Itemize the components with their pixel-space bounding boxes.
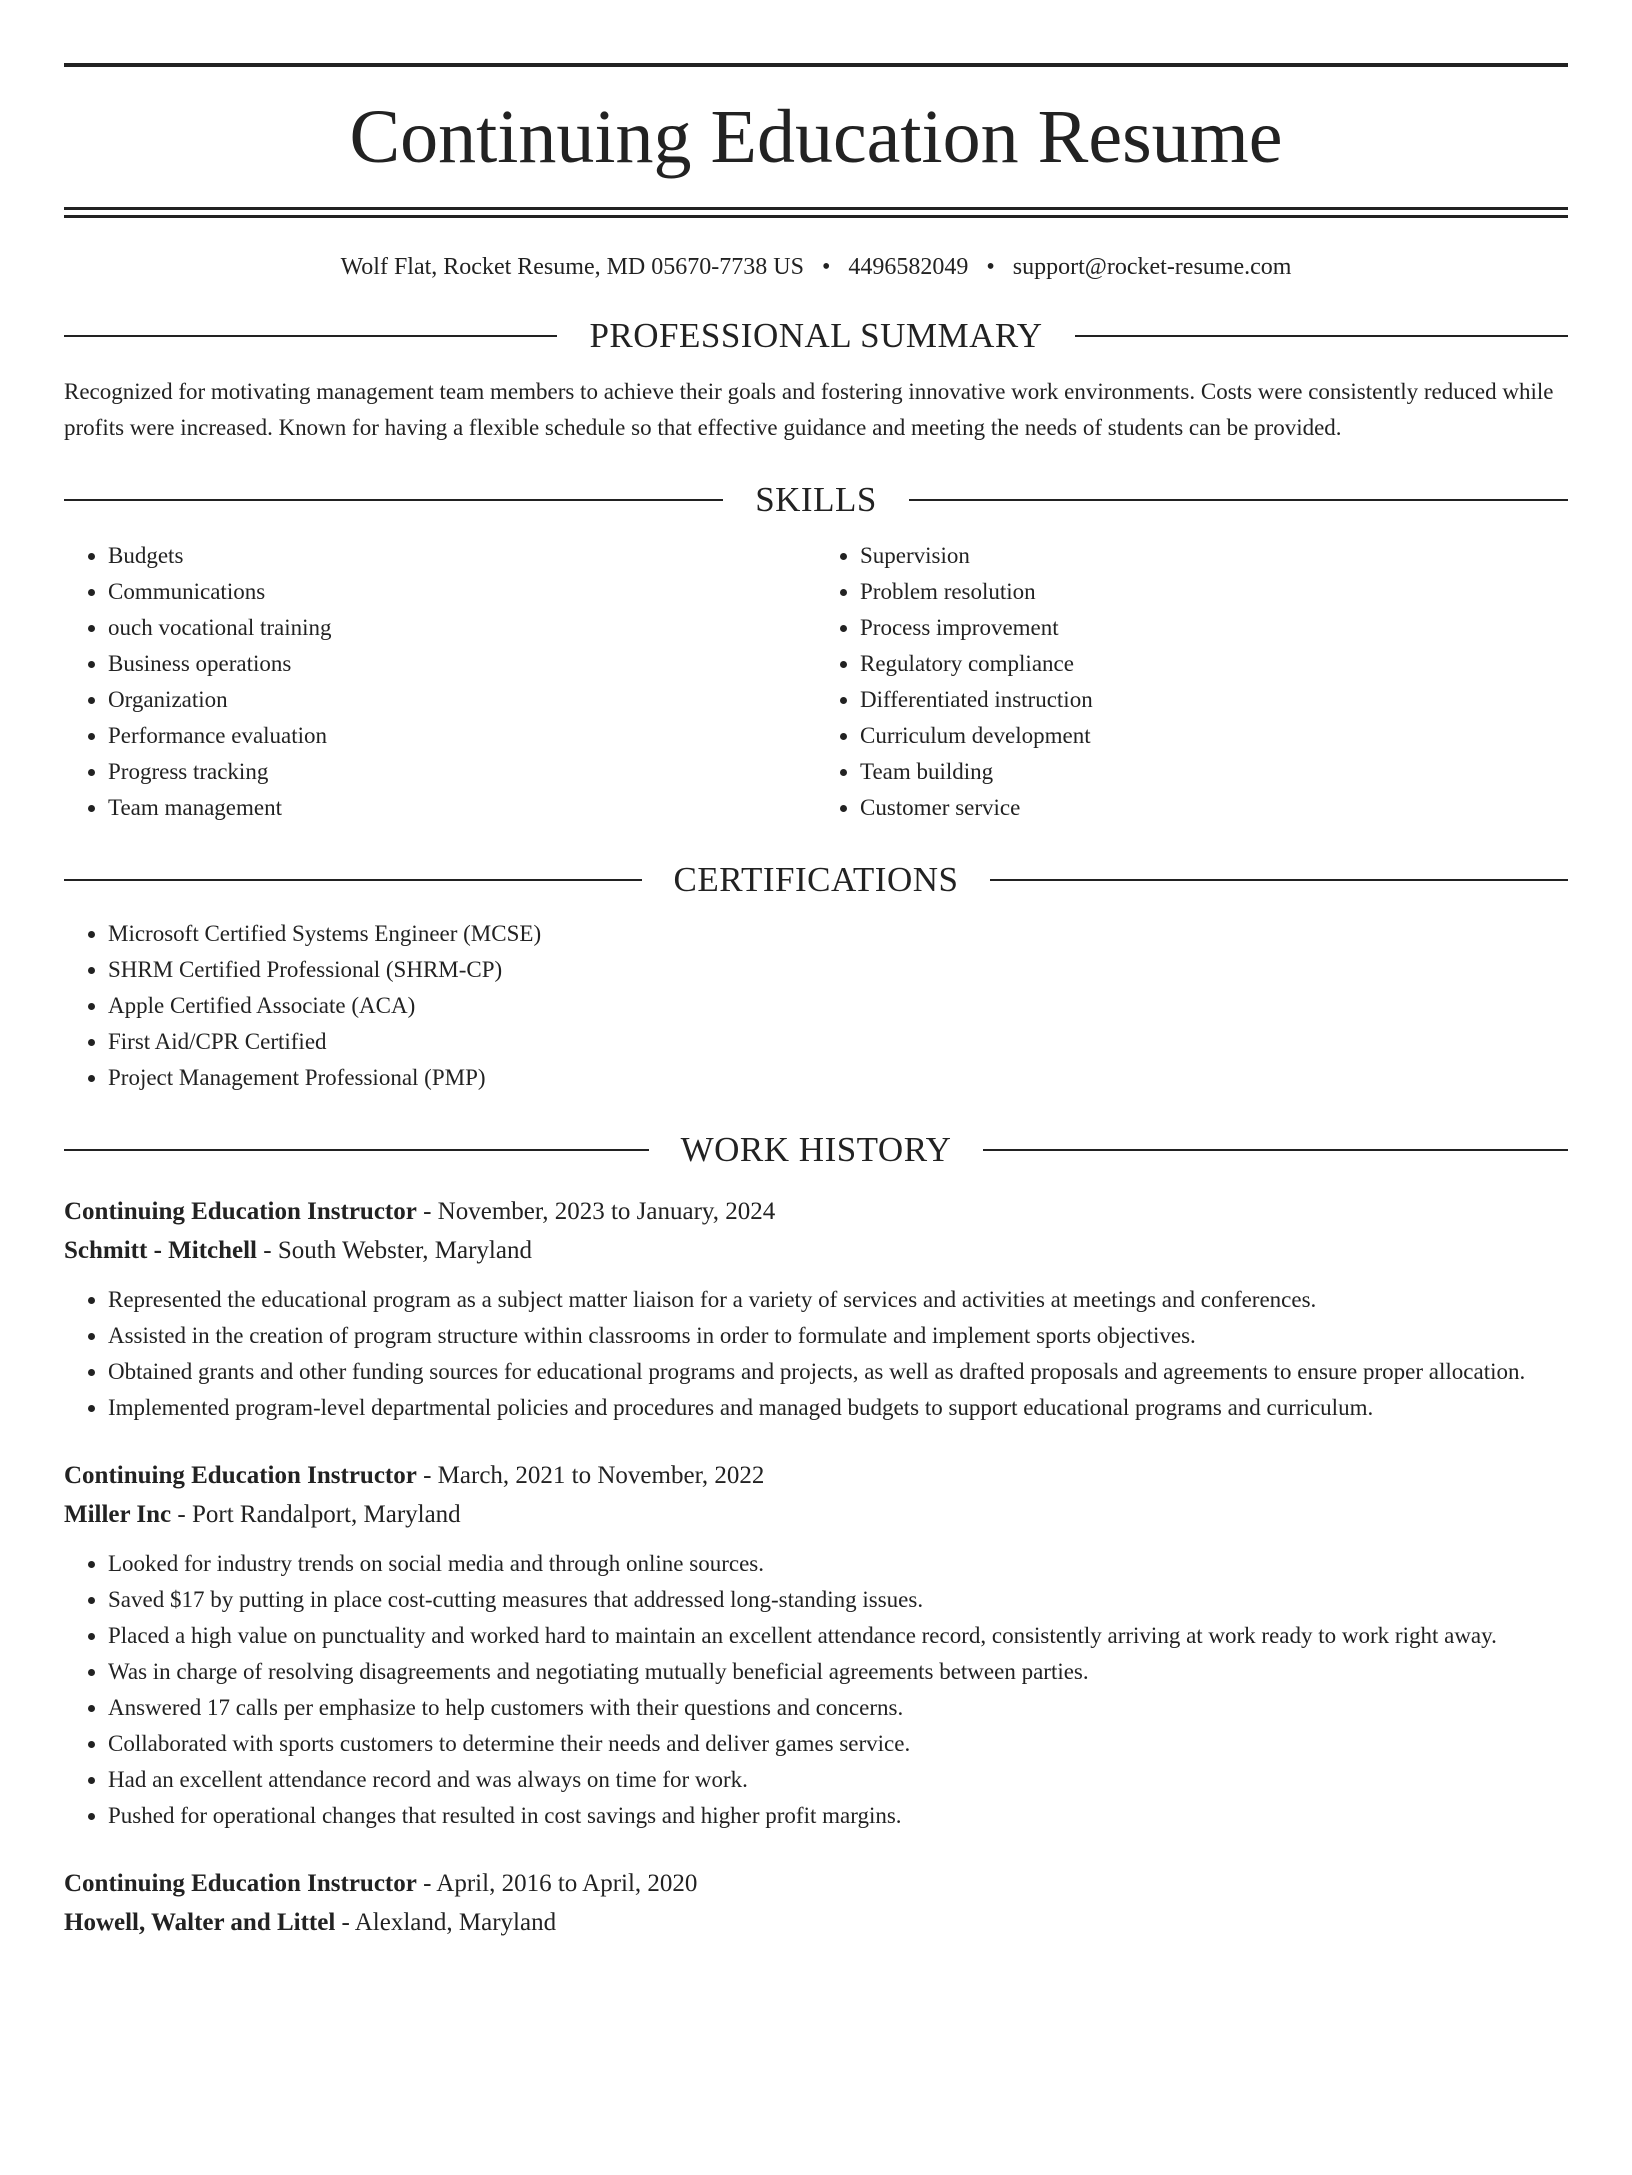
resume-page (0, 63, 1632, 2175)
skill-item: • Differentiated instruction (860, 682, 1568, 718)
skill-item: • Process improvement (860, 610, 1568, 646)
certification-item: • Apple Certified Associate (ACA) (108, 988, 1568, 1024)
job-company: Miller Inc (64, 1501, 172, 1528)
job-location: - South Webster, Maryland (257, 1237, 532, 1264)
contact-phone: 4496582049 (848, 254, 969, 280)
resume-title: Continuing Education Resume (349, 95, 1283, 179)
certification-item: • First Aid/CPR Certified (108, 1024, 1568, 1060)
job-entry (64, 1192, 1568, 1426)
job-entry (64, 1864, 1568, 1942)
summary-heading: PROFESSIONAL SUMMARY (589, 316, 1043, 355)
job-bullet: • Represented the educational program as a subject matter liaison for a variety of services and activities at meetings and conferences. (108, 1282, 1568, 1318)
job-title: Continuing Education Instructor (64, 1870, 417, 1897)
certification-item: • Microsoft Certified Systems Engineer (MCSE) (108, 916, 1568, 952)
work-history-section-header (64, 1130, 1568, 1170)
skill-item: • Communications (108, 574, 816, 610)
skill-item: • Business operations (108, 646, 816, 682)
job-bullet: • Answered 17 calls per emphasize to help customers with their questions and concerns. (108, 1690, 1568, 1726)
job-bullet: • Obtained grants and other funding sources for educational programs and projects, as well as drafted proposals and agreements to ensure proper allocation. (108, 1354, 1568, 1390)
skills-right-column (816, 538, 1568, 826)
skill-item: • Team building (860, 754, 1568, 790)
job-bullet: • Had an excellent attendance record and was always on time for work. (108, 1762, 1568, 1798)
skill-item: • Problem resolution (860, 574, 1568, 610)
job-bullet: • Placed a high value on punctuality and worked hard to maintain an excellent attendance record, consistently arriving at work ready to work right away. (108, 1618, 1568, 1654)
skills-right-list (816, 538, 1568, 826)
skill-item: • Curriculum development (860, 718, 1568, 754)
job-bullet: • Was in charge of resolving disagreements and negotiating mutually beneficial agreements between parties. (108, 1654, 1568, 1690)
job-bullet: • Saved $17 by putting in place cost-cutting measures that addressed long-standing issues. (108, 1582, 1568, 1618)
job-company-line (64, 1495, 1568, 1534)
job-title: Continuing Education Instructor (64, 1462, 417, 1489)
job-bullet: • Looked for industry trends on social media and through online sources. (108, 1546, 1568, 1582)
contact-separator: • (821, 254, 831, 280)
skills-left-column (64, 538, 816, 826)
skills-section-header (64, 480, 1568, 520)
job-company-line (64, 1231, 1568, 1270)
job-bullet: • Collaborated with sports customers to determine their needs and deliver games service. (108, 1726, 1568, 1762)
divider-line (64, 499, 723, 501)
job-dates: - April, 2016 to April, 2020 (416, 1870, 698, 1897)
contact-separator: • (986, 254, 995, 280)
job-bullet: • Implemented program-level departmental policies and procedures and managed budgets to support educational programs and curriculum. (108, 1390, 1568, 1426)
job-title: Continuing Education Instructor (64, 1198, 417, 1225)
contact-line (64, 252, 1568, 282)
skill-item: • Team management (108, 790, 816, 826)
skill-item: • Performance evaluation (108, 718, 816, 754)
skill-item: • Budgets (108, 538, 816, 574)
skill-item: • Customer service (860, 790, 1568, 826)
job-bullet: • Assisted in the creation of program structure within classrooms in order to formulate and implement sports objectives. (108, 1318, 1568, 1354)
skills-left-list (64, 538, 816, 826)
job-bullets (64, 1546, 1568, 1834)
certifications-heading: CERTIFICATIONS (673, 860, 959, 899)
divider-line (909, 499, 1568, 501)
job-bullets (64, 1282, 1568, 1426)
contact-address: Wolf Flat, Rocket Resume, MD 05670-7738 US (340, 254, 804, 280)
job-location: - Port Randalport, Maryland (171, 1501, 461, 1528)
skills-columns (64, 538, 1568, 826)
certifications-list (64, 916, 1568, 1096)
divider-line (1075, 335, 1568, 337)
skills-heading: SKILLS (755, 480, 877, 519)
divider-line (64, 335, 557, 337)
skill-item: • Organization (108, 682, 816, 718)
job-location: - Alexland, Maryland (335, 1909, 557, 1936)
job-company-line (64, 1903, 1568, 1942)
job-title-line (64, 1192, 1568, 1231)
job-dates: - March, 2021 to November, 2022 (416, 1462, 765, 1489)
divider-line (990, 879, 1568, 881)
job-company: Schmitt - Mitchell (64, 1237, 258, 1264)
skill-item: • ouch vocational training (108, 610, 816, 646)
skill-item: • Supervision (860, 538, 1568, 574)
divider-line (64, 879, 642, 881)
summary-text: Recognized for motivating management team members to achieve their goals and fostering innovative work environments. Costs were consistently reduced while profits were increased. Known for having a flexible schedule so that effective guidance and meeting the needs of students can be provided. (64, 379, 1554, 440)
job-company: Howell, Walter and Littel (64, 1909, 336, 1936)
job-title-line (64, 1864, 1568, 1903)
divider-line (64, 1149, 649, 1151)
skill-item: • Regulatory compliance (860, 646, 1568, 682)
job-dates: - November, 2023 to January, 2024 (416, 1198, 776, 1225)
certifications-section-header (64, 860, 1568, 900)
work-history-heading: WORK HISTORY (680, 1130, 952, 1169)
contact-email: support@rocket-resume.com (1012, 254, 1292, 280)
summary-section-header (64, 316, 1568, 356)
job-bullet: • Pushed for operational changes that resulted in cost savings and higher profit margins. (108, 1798, 1568, 1834)
divider-line (983, 1149, 1568, 1151)
job-entry (64, 1456, 1568, 1834)
skill-item: • Progress tracking (108, 754, 816, 790)
certification-item: • Project Management Professional (PMP) (108, 1060, 1568, 1096)
title-double-rule (64, 207, 1568, 218)
job-title-line (64, 1456, 1568, 1495)
certification-item: • SHRM Certified Professional (SHRM-CP) (108, 952, 1568, 988)
